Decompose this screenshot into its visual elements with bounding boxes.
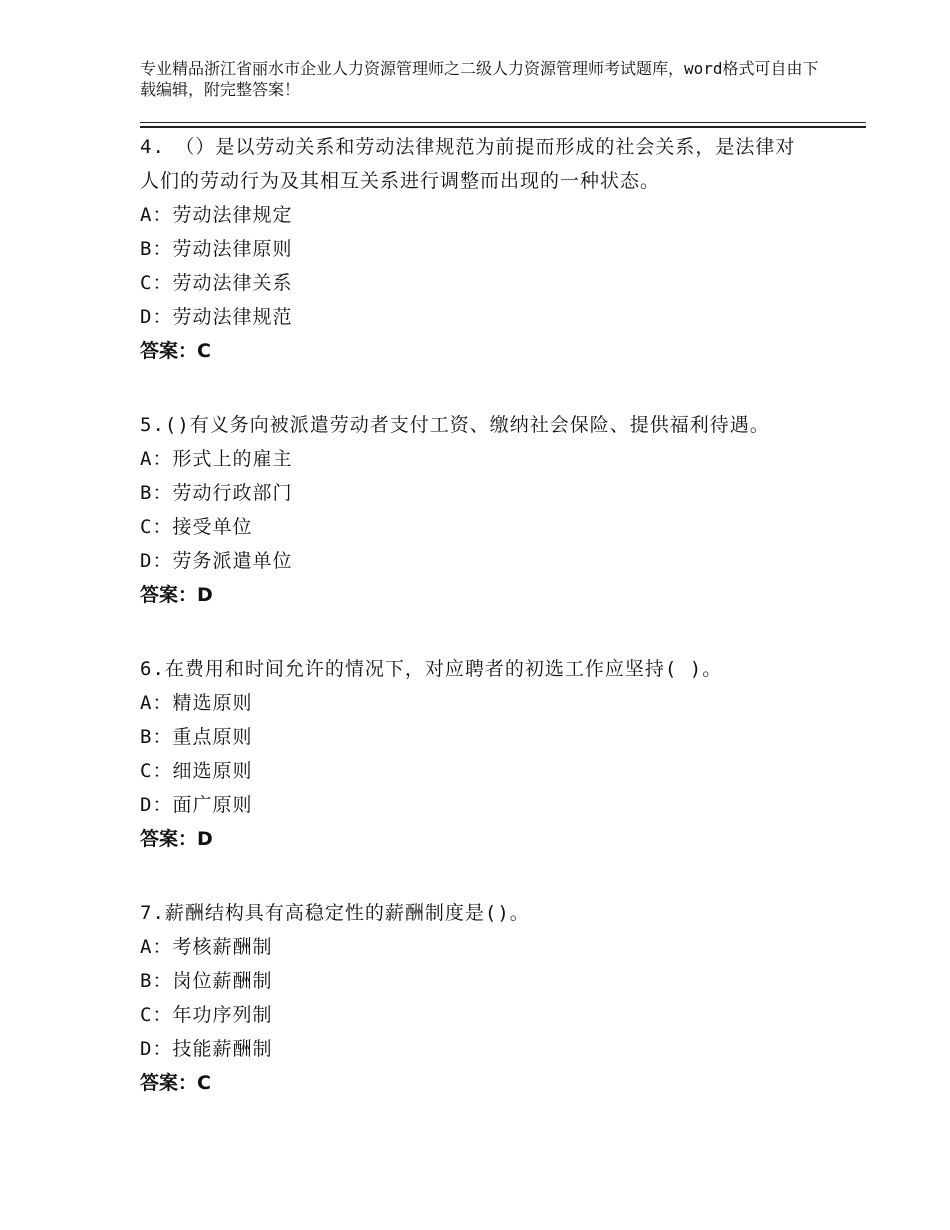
question-stem: 4. （）是以劳动关系和劳动法律规范为前提而形成的社会关系，是法律对人们的劳动行为及其相互关系进行调整而出现的一种状态。 (140, 136, 796, 192)
option-a: A：形式上的雇主 (140, 448, 293, 470)
option-d: D：面广原则 (140, 794, 253, 816)
question-6 (140, 652, 840, 856)
option-b: B：劳动行政部门 (140, 482, 293, 504)
question-stem: 6.在费用和时间允许的情况下，对应聘者的初选工作应坚持( )。 (140, 658, 723, 680)
option-c: C：劳动法律关系 (140, 272, 293, 294)
header-divider-thin (140, 122, 866, 123)
option-b: B：重点原则 (140, 726, 253, 748)
option-a: A：考核薪酬制 (140, 936, 273, 958)
answer-label: 答案：C (140, 1072, 211, 1094)
option-b: B：劳动法律原则 (140, 238, 293, 260)
question-list (140, 130, 840, 1140)
option-d: D：劳务派遣单位 (140, 550, 293, 572)
option-a: A：精选原则 (140, 692, 253, 714)
answer-label: 答案：D (140, 828, 213, 850)
document-header: 专业精品浙江省丽水市企业人力资源管理师之二级人力资源管理师考试题库，word格式可自由下载编辑，附完整答案！ (140, 59, 819, 99)
answer-label: 答案：C (140, 340, 211, 362)
option-c: C：接受单位 (140, 516, 253, 538)
question-4 (140, 130, 840, 368)
answer-label: 答案：D (140, 584, 213, 606)
question-stem: 5.()有义务向被派遣劳动者支付工资、缴纳社会保险、提供福利待遇。 (140, 414, 770, 436)
option-d: D：劳动法律规范 (140, 306, 293, 328)
option-d: D：技能薪酬制 (140, 1038, 273, 1060)
question-5 (140, 408, 840, 612)
option-c: C：细选原则 (140, 760, 253, 782)
question-7 (140, 896, 840, 1100)
question-stem: 7.薪酬结构具有高稳定性的薪酬制度是()。 (140, 902, 530, 924)
option-c: C：年功序列制 (140, 1004, 273, 1026)
option-a: A：劳动法律规定 (140, 204, 293, 226)
option-b: B：岗位薪酬制 (140, 970, 273, 992)
header-divider-thick (140, 126, 866, 128)
